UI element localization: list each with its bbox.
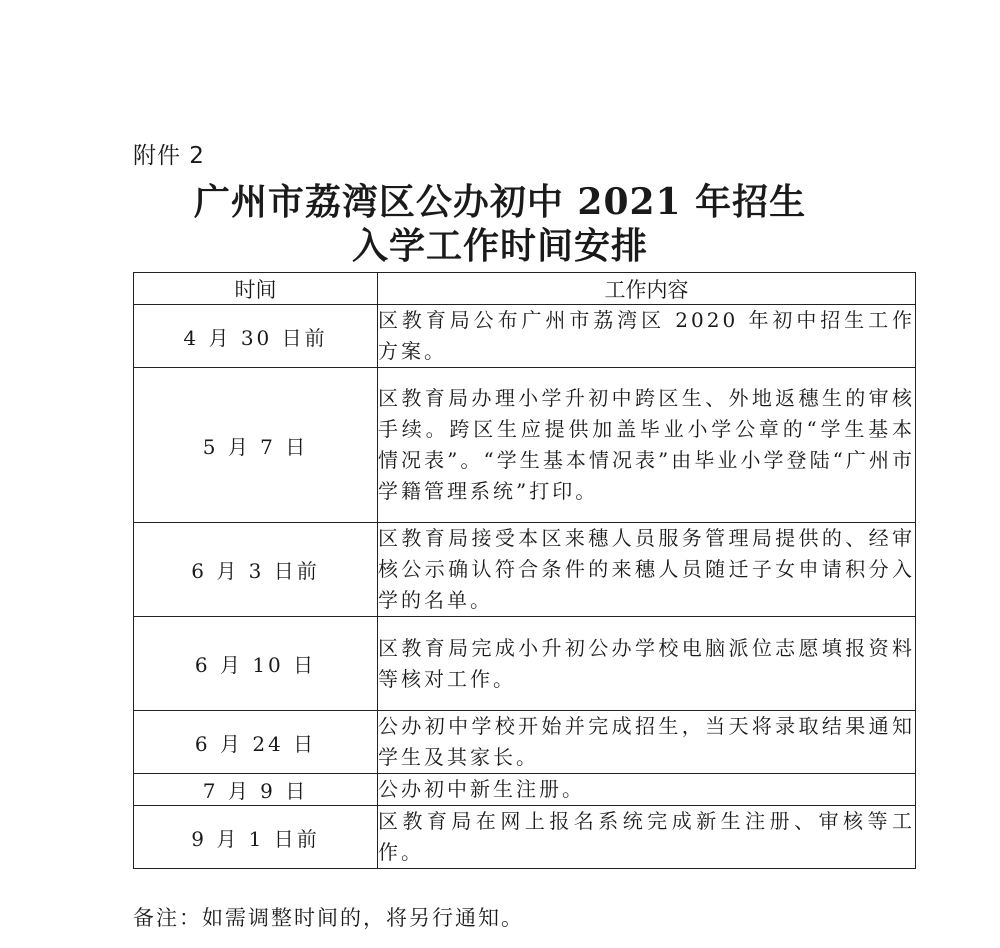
schedule-table — [133, 272, 916, 869]
row-content: 公办初中学校开始并完成招生，当天将录取结果通知学生及其家长。 — [378, 711, 916, 774]
row-time: 5 月 7 日 — [134, 368, 378, 523]
row-time: 4 月 30 日前 — [134, 305, 378, 368]
table-row — [134, 305, 916, 368]
attachment-label: 附件 2 — [133, 143, 205, 169]
row-content: 区教育局公布广州市荔湾区 2020 年初中招生工作方案。 — [378, 305, 916, 368]
table-row — [134, 774, 916, 806]
header-content: 工作内容 — [378, 273, 916, 305]
document-title-line-1: 广州市荔湾区公办初中 2021 年招生 — [193, 181, 807, 223]
table-row — [134, 523, 916, 617]
table-row — [134, 368, 916, 523]
row-content: 区教育局办理小学升初中跨区生、外地返穗生的审核手续。跨区生应提供加盖毕业小学公章的“学生基本情况表”。“学生基本情况表”由毕业小学登陆“广州市学籍管理系统”打印。 — [378, 368, 916, 523]
row-time: 7 月 9 日 — [134, 774, 378, 806]
table-row — [134, 617, 916, 711]
row-content: 公办初中新生注册。 — [378, 774, 916, 806]
row-time: 6 月 24 日 — [134, 711, 378, 774]
row-time: 6 月 3 日前 — [134, 523, 378, 617]
document-title-line-2: 入学工作时间安排 — [351, 225, 648, 267]
table-header-row — [134, 273, 916, 305]
header-time: 时间 — [134, 273, 378, 305]
row-time: 9 月 1 日前 — [134, 806, 378, 869]
row-content: 区教育局接受本区来穗人员服务管理局提供的、经审核公示确认符合条件的来穗人员随迁子女申请积分入学的名单。 — [378, 523, 916, 617]
footnote: 备注：如需调整时间的，将另行通知。 — [133, 906, 524, 930]
table-row — [134, 806, 916, 869]
table-row — [134, 711, 916, 774]
row-time: 6 月 10 日 — [134, 617, 378, 711]
row-content: 区教育局完成小升初公办学校电脑派位志愿填报资料等核对工作。 — [378, 617, 916, 711]
row-content: 区教育局在网上报名系统完成新生注册、审核等工作。 — [378, 806, 916, 869]
